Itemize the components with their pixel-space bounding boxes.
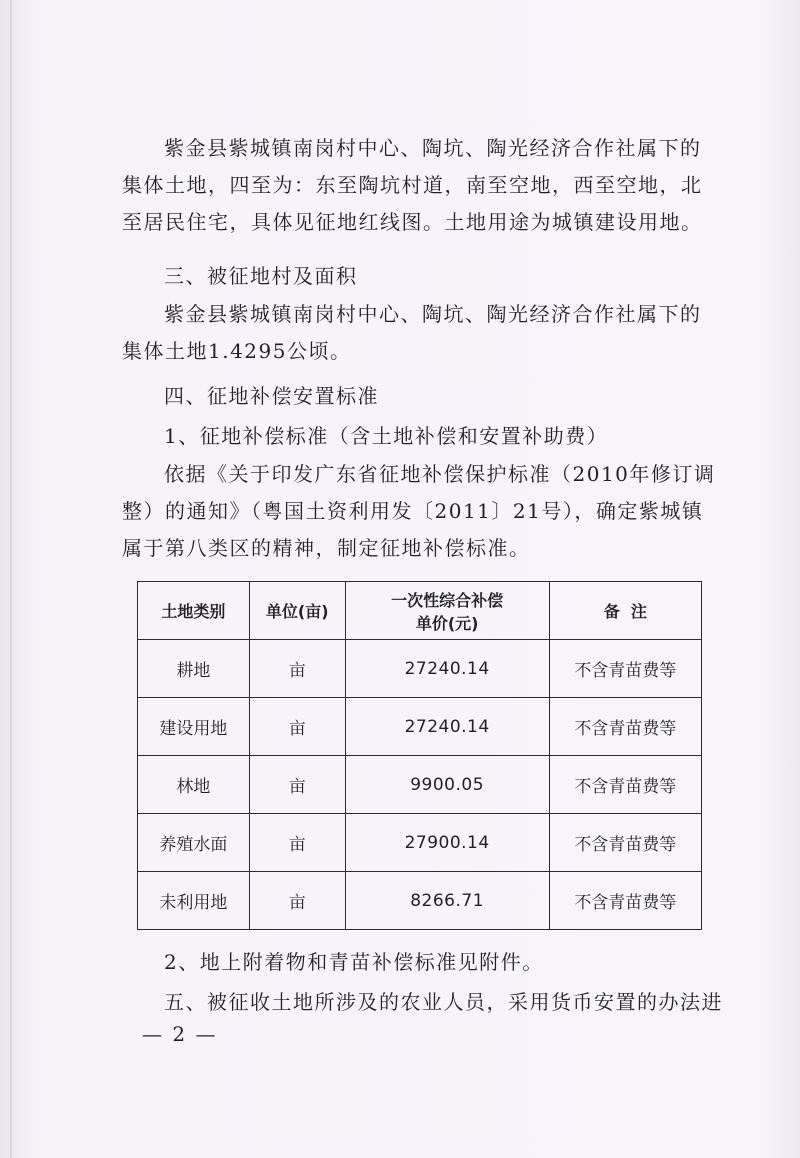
cell-note: 不含青苗费等 (549, 640, 701, 698)
table-row (138, 872, 702, 930)
cell-note: 不含青苗费等 (549, 756, 701, 814)
section-5-heading: 五、被征收土地所涉及的农业人员，采用货币安置的办法进 (164, 990, 723, 1014)
cell-land-type: 建设用地 (138, 698, 250, 756)
cell-land-type: 未利用地 (138, 872, 250, 930)
header-land-type: 土地类别 (138, 582, 250, 640)
cell-land-type: 耕地 (138, 640, 250, 698)
subsection-4-2-heading: 2、地上附着物和青苗补偿标准见附件。 (164, 950, 544, 974)
header-unit-price-line2: 单价(元) (415, 613, 479, 633)
cell-note: 不含青苗费等 (549, 814, 701, 872)
cell-note: 不含青苗费等 (549, 872, 701, 930)
header-unit-price-line1: 一次性综合补偿 (391, 590, 504, 610)
area-paragraph: 紫金县紫城镇南岗村中心、陶坑、陶光经济合作社属下的集体土地1.4295公顷。 (122, 302, 702, 363)
cell-price: 27240.14 (345, 640, 549, 698)
cell-note: 不含青苗费等 (549, 698, 701, 756)
table-row (138, 640, 702, 698)
header-unit: 单位(亩) (249, 582, 345, 640)
page-binding-edge (10, 0, 12, 1158)
cell-land-type: 养殖水面 (138, 814, 250, 872)
table-row (138, 814, 702, 872)
page-number: — 2 — (142, 1022, 218, 1046)
subsection-4-1-heading: 1、征地补偿标准（含土地补偿和安置补助费） (164, 424, 609, 448)
compensation-table (137, 581, 702, 930)
table-row (138, 698, 702, 756)
header-note: 备 注 (549, 582, 701, 640)
basis-paragraph: 依据《关于印发广东省征地补偿保护标准（2010年修订调整）的通知》（粤国土资利用发〔2011〕21号），确定紫城镇属于第八类区的精神，制定征地补偿标准。 (122, 462, 716, 560)
section-3-heading: 三、被征地村及面积 (164, 264, 358, 288)
cell-land-type: 林地 (138, 756, 250, 814)
table-row (138, 756, 702, 814)
cell-price: 27900.14 (345, 814, 549, 872)
boundary-paragraph: 紫金县紫城镇南岗村中心、陶坑、陶光经济合作社属下的集体土地，四至为：东至陶坑村道，南至空地，西至空地，北至居民住宅，具体见征地红线图。土地用途为城镇建设用地。 (122, 136, 703, 234)
cell-unit: 亩 (249, 872, 345, 930)
header-unit-price (345, 582, 549, 640)
cell-unit: 亩 (249, 756, 345, 814)
cell-unit: 亩 (249, 640, 345, 698)
cell-price: 27240.14 (345, 698, 549, 756)
cell-unit: 亩 (249, 698, 345, 756)
table-header-row (138, 582, 702, 640)
section-4-heading: 四、征地补偿安置标准 (164, 384, 379, 408)
cell-price: 8266.71 (345, 872, 549, 930)
cell-unit: 亩 (249, 814, 345, 872)
cell-price: 9900.05 (345, 756, 549, 814)
